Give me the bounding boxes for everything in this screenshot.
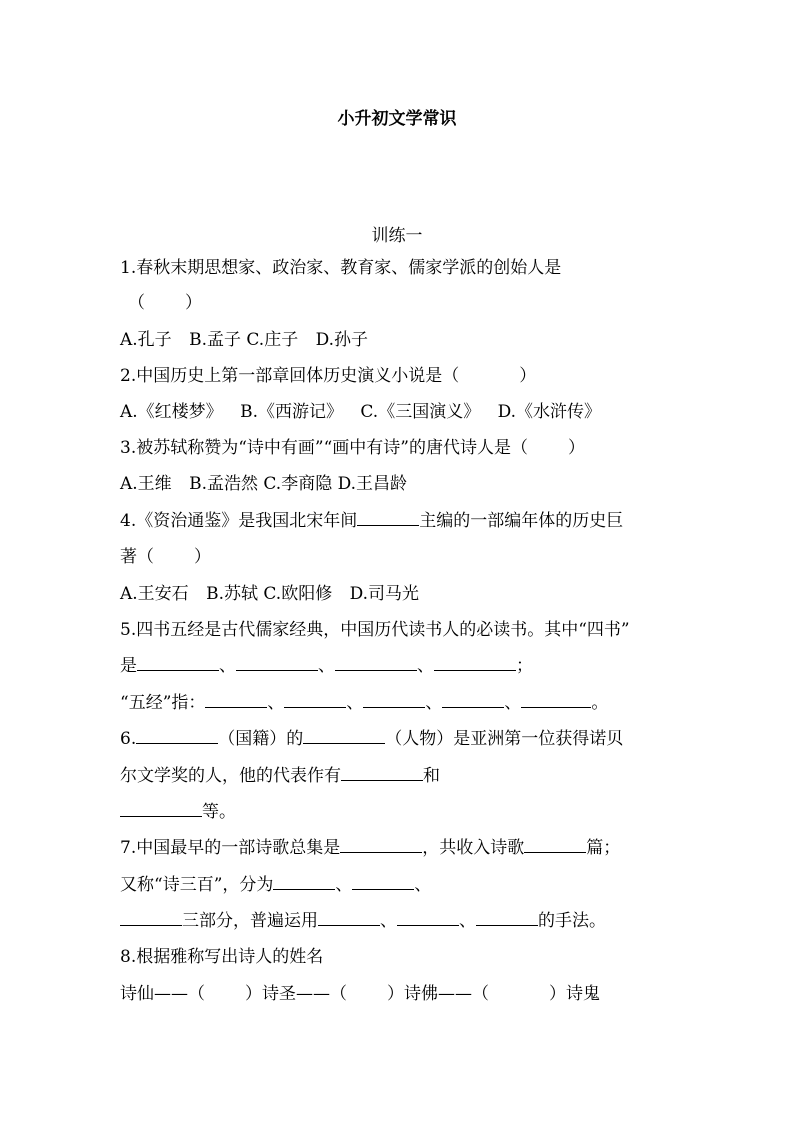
poet-immortal: 诗仙——（ [120,984,205,1004]
section-title: 训练一 [371,226,423,246]
question-7-line-2: 又称“诗三百”，分为 、 、 [120,875,432,895]
option-b: B.《西游记》 [240,402,343,422]
option-c: C.李商隐 [263,474,333,494]
question-5-line-2: 是 、 、 、 ； [120,656,533,676]
fill-blank[interactable] [521,706,591,708]
fill-blank[interactable] [341,779,423,781]
fill-blank[interactable] [340,851,422,853]
question-6-line-2: 尔文学奖的人，他的代表作有 和 [120,766,440,786]
fill-blank[interactable] [442,706,504,708]
question-7-line-3: 三部分，普遍运用 、 、 的手法。 [120,910,606,932]
fill-blank[interactable] [352,888,414,890]
fill-blank[interactable] [397,924,459,926]
option-b: B.苏轼 [206,584,258,604]
option-a: A.王安石 [120,584,189,604]
fill-blank[interactable] [363,706,425,708]
option-a: A.《红楼梦》 [120,402,223,422]
fill-blank[interactable] [357,524,419,526]
option-c: C.欧阳修 [263,584,333,604]
question-1 [120,257,561,279]
fill-blank[interactable] [284,706,346,708]
question-3-options [120,473,407,495]
question-3: 3.被苏轼称赞为“诗中有画”“画中有诗”的唐代诗人是（ ） [120,438,585,458]
question-4: 4.《资治通鉴》是我国北宋年间 主编的一部编年体的历史巨 [120,511,624,531]
poet-ghost: ）诗鬼 [549,984,600,1004]
question-4-options [120,583,419,605]
question-6-line-3: 等。 [120,801,236,823]
question-6: 6. （国籍）的 （人物）是亚洲第一位获得诺贝 [120,729,624,749]
fill-blank[interactable] [236,669,318,671]
fill-blank[interactable] [137,669,219,671]
poet-sage: ）诗圣——（ [245,984,347,1004]
question-2-options [120,401,601,423]
question-2-text: 2.中国历史上第一部章回体历史演义小说是（ [120,366,460,386]
option-a: A.王维 [120,474,172,494]
option-d: D.《水浒传》 [497,402,602,422]
fill-blank[interactable] [136,742,218,744]
question-5-line-3: “五经”指： 、 、 、 、 。 [120,693,609,713]
option-c: C.庄子 [246,330,299,350]
option-a: A.孔子 [120,330,172,350]
fill-blank[interactable] [318,924,380,926]
question-8-items [120,983,600,1005]
fill-blank[interactable] [205,706,267,708]
document-title: 小升初文学常识 [337,109,457,129]
question-8: 8.根据雅称写出诗人的姓名 [120,947,324,967]
fill-blank[interactable] [303,742,385,744]
question-4-line-2: 著（ ） [120,547,211,567]
question-5: 5.四书五经是古代儒家经典，中国历代读书人的必读书。其中“四书” [120,620,630,640]
question-3-text: 3.被苏轼称赞为“诗中有画”“画中有诗”的唐代诗人是（ [120,438,528,458]
option-c: C.《三国演义》 [360,402,481,422]
option-b: B.孟浩然 [189,474,258,494]
option-d: D.孙子 [315,330,369,350]
question-7: 7.中国最早的一部诗歌总集是 ，共收入诗歌 篇； [120,838,621,858]
fill-blank[interactable] [120,924,182,926]
option-d: D.王昌龄 [337,474,408,494]
fill-blank[interactable] [524,851,586,853]
option-d: D.司马光 [349,584,420,604]
fill-blank[interactable] [335,669,417,671]
fill-blank[interactable] [120,815,202,817]
option-b: B.孟子 [189,330,241,350]
question-1-text: 1.春秋末期思想家、政治家、教育家、儒家学派的创始人是 [120,258,562,278]
fill-blank[interactable] [434,669,516,671]
poet-buddha: ）诗佛——（ [387,984,489,1004]
fill-blank[interactable] [476,924,538,926]
fill-blank[interactable] [273,888,335,890]
question-1-answer-paren: （ ） [128,293,202,313]
question-2: 2.中国历史上第一部章回体历史演义小说是（ ） [120,366,537,386]
question-1-options [120,329,368,351]
